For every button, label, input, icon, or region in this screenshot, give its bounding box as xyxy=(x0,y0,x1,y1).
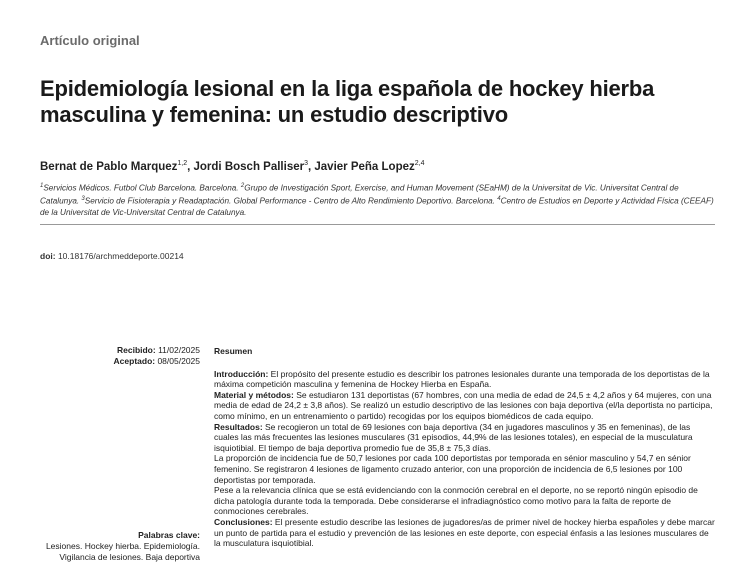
affiliation-text: Grupo de Investigación Sport, Exercise, and Human Movement (SEaHM) de la Universitat de Vic. Universitat Central de Catalunya. xyxy=(40,183,679,206)
affiliations xyxy=(40,181,720,219)
abstract-introduction xyxy=(214,369,716,390)
keywords-label: Palabras clave: xyxy=(138,530,200,540)
affiliation-text: Servicios Médicos. Futbol Club Barcelona. Barcelona. xyxy=(43,183,241,193)
keywords-value: Lesiones. Hockey hierba. Epidemiología. Vigilancia de lesiones. Baja deportiva xyxy=(45,541,200,562)
author-name: Javier Peña Lopez xyxy=(314,160,415,173)
abstract-section-text: Se estudiaron 131 deportistas (67 hombres, con una media de edad de 24,5 ± 4,2 años y 64 mujeres, con una media de edad de 24,2 ± 3,8 años). Se realizó un estudio descriptivo de las lesiones con baja deportiva (el/la deportista no participa, como mínimo, en un entrenamiento o partido) recogidas por los equipos biomédicos de cada equipo. xyxy=(214,389,713,421)
abstract-results-incidence xyxy=(214,453,716,485)
accepted-label: Aceptado: xyxy=(113,356,156,366)
author-affiliation-sup: 3 xyxy=(304,160,308,167)
abstract-section-text: El presente estudio describe las lesiones de jugadores/as de primer nivel de hockey hierba españoles y debe marcar un punto de partida para el estudio y prevención de las lesiones en este deporte, con especial énfasis a las lesiones musculares de la musculatura isquiotibial. xyxy=(214,516,715,549)
affiliation-text: Servicio de Fisioterapia y Readaptación. Global Performance - Centro de Alto Rendimiento Deportivo. Barcelona. xyxy=(84,196,498,206)
abstract-conclusions xyxy=(214,517,716,549)
author-separator: , xyxy=(308,160,315,173)
doi-line xyxy=(40,251,184,261)
abstract-results-concussion xyxy=(214,485,716,517)
affiliation-text: Centro de Estudios en Deporte y Actividad Física (CEEAF) de la Universitat de Vic-Universitat Central de Catalunya. xyxy=(40,196,714,218)
authors-line xyxy=(40,160,424,173)
header-divider xyxy=(40,224,715,225)
abstract-section-label: Material y métodos: xyxy=(214,389,294,400)
abstract-section-text: Pese a la relevancia clínica que se está evidenciando con la conmoción cerebral en el deporte, no se reportó ningún episodio de dicha patología durante toda la temporada. Debe considerarse el infradiagnóstico como motivo para la falta de reporte de conmociones cerebrales. xyxy=(214,485,698,517)
author-affiliation-sup: 2,4 xyxy=(414,160,425,167)
accepted-date xyxy=(40,356,200,367)
article-title: Epidemiología lesional en la liga española de hockey hierba masculina y femenina: un estudio descriptivo xyxy=(40,76,655,127)
received-label: Recibido: xyxy=(116,345,156,355)
affiliation-sup: 2 xyxy=(240,183,245,189)
abstract-methods xyxy=(214,390,716,422)
article-dates xyxy=(40,345,200,367)
abstract-section-label: Resultados: xyxy=(214,421,263,432)
accepted-value: 08/05/2025 xyxy=(155,356,200,366)
abstract-section-label: Conclusiones: xyxy=(214,516,273,527)
keywords-block xyxy=(40,530,200,563)
author-separator: , xyxy=(187,160,194,173)
author-name: Bernat de Pablo Marquez xyxy=(40,160,178,173)
affiliation-sup: 1 xyxy=(40,183,44,189)
affiliation-sup: 4 xyxy=(497,196,501,203)
abstract-heading: Resumen xyxy=(214,346,253,356)
received-value: 11/02/2025 xyxy=(155,345,200,355)
abstract-section-label: Introducción: xyxy=(214,368,269,379)
doi-label: doi: xyxy=(40,251,56,261)
doi-link[interactable]: 10.18176/archmeddeporte.00214 xyxy=(55,251,184,261)
affiliation-sup: 3 xyxy=(81,196,85,203)
abstract-section-text: La proporción de incidencia fue de 50,7 lesiones por cada 100 deportistas por temporada en sénior masculino y 54,7 en sénior femenino. Se registraron 4 lesiones de ligamento cruzado anterior, con una proporción de incidencia de 6,5 lesiones por 100 deportistas por temporada. xyxy=(214,453,691,485)
abstract-section-text: Se recogieron un total de 69 lesiones con baja deportiva (34 en jugadores masculinos y 35 en femeninas), de las cuales las más frecuentes las lesiones musculares (31 episodios, 44,9% de las lesiones totales), en especial de la musculatura isquiotibial. El tiempo de baja deportiva promedio fue de 35,8 ± 75,3 días. xyxy=(214,421,693,453)
received-date xyxy=(40,345,200,356)
author-affiliation-sup: 1,2 xyxy=(177,160,188,167)
abstract-section-text: El propósito del presente estudio es describir los patrones lesionales durante una temporada de los deportistas de la máxima competición masculina y femenina de Hockey Hierba en España. xyxy=(214,368,710,390)
abstract-results xyxy=(214,422,716,454)
section-label: Artículo original xyxy=(40,33,140,48)
abstract xyxy=(214,346,716,549)
author-name: Jordi Bosch Palliser xyxy=(193,160,305,173)
